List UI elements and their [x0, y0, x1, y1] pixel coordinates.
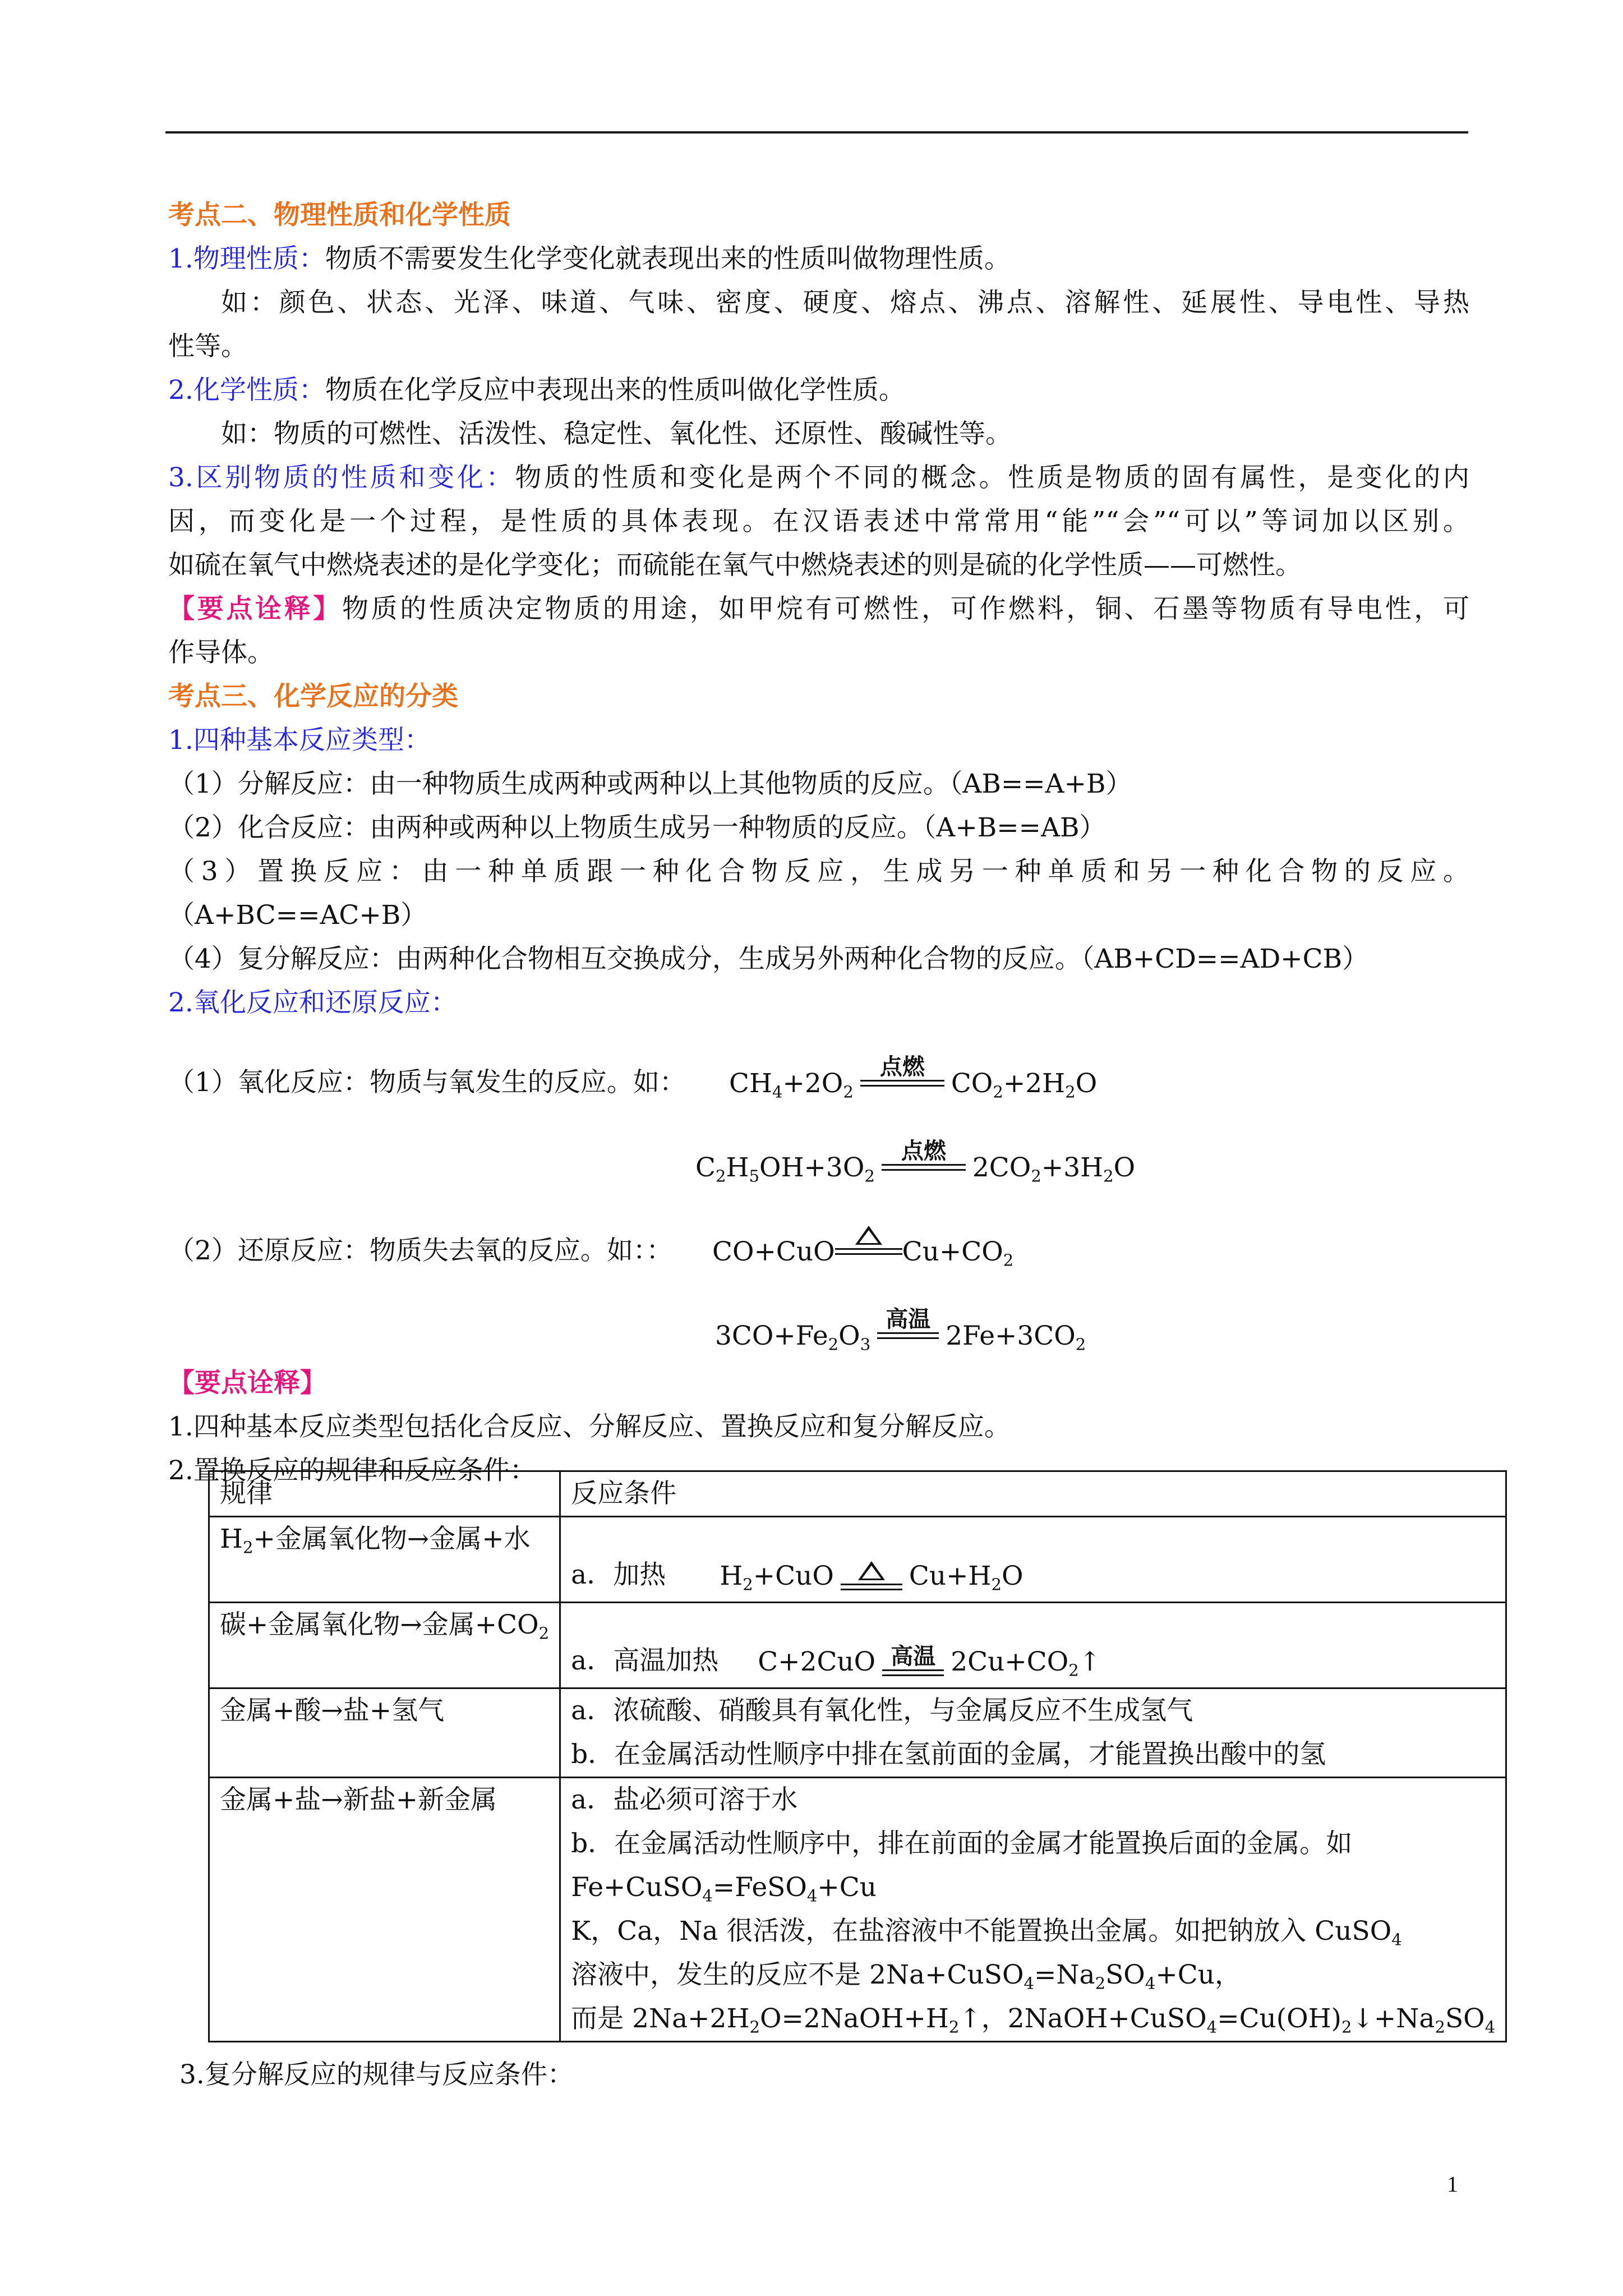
page-number: 1	[1447, 2171, 1458, 2197]
physical-property-line: 1.物理性质：物质不需要发生化学变化就表现出来的性质叫做物理性质。	[168, 243, 1011, 274]
table-row	[209, 1517, 1506, 1603]
distinguish-line-3: 如硫在氧气中燃烧表述的是化学变化；而硫能在氧气中燃烧表述的则是硫的化学性质——可燃性。	[168, 550, 1302, 581]
table-row	[209, 1688, 1506, 1778]
table-cell-rule: $H_2+$金属氧化物→金属+水	[209, 1517, 560, 1603]
chemical-equation: a．加热 $H_2+CuO$ $Cu+H_2O$	[571, 1517, 1495, 1602]
key-note-line: 【要点诠释】物质的性质决定物质的用途，如甲烷有可燃性，可作燃料，铜、石墨等物质有导电性，可	[168, 593, 1470, 624]
section2-heading: 考点二、物理性质和化学性质	[168, 200, 511, 231]
oxidation-lead: （1）氧化反应：物质与氧发生的反应。如：	[168, 1067, 686, 1098]
table-header-rule: 规律	[209, 1471, 560, 1517]
table-row	[209, 1603, 1506, 1688]
reaction-arrow	[882, 1644, 944, 1687]
key-note-item: 1.四种基本反应类型包括化合反应、分解反应、置换反应和复分解反应。	[168, 1411, 1011, 1442]
reaction-condition: 高温	[886, 1306, 931, 1332]
reaction-arrow	[841, 1561, 902, 1602]
table-cell-rule: 金属+酸→盐+氢气	[209, 1688, 560, 1778]
redox-label: 2.氧化反应和还原反应：	[168, 987, 457, 1018]
double-line-icon	[841, 1584, 902, 1590]
table-cell-condition: a．浓硫酸、硝酸具有氧化性，与金属反应不生成氢气 b．在金属活动性顺序中排在氢前面的金属，才能置换出酸中的氢	[560, 1688, 1506, 1778]
double-line-icon	[882, 1669, 944, 1676]
chemical-equation: $3CO+Fe_2O_3$ 高温 $2Fe+3CO_2$	[715, 1306, 1086, 1354]
chemical-property-example: 如：物质的可燃性、活泼性、稳定性、氧化性、还原性、酸碱性等。	[221, 418, 1012, 449]
chemical-equation: a．高温加热 C+2CuO 高温 $2Cu+CO_2↑$	[571, 1603, 1495, 1687]
reaction-type-item: （1）分解反应：由一种物质生成两种或两种以上其他物质的反应。（AB==A+B）	[168, 769, 1132, 799]
table-row	[209, 1778, 1506, 2042]
reaction-condition: 高温	[891, 1644, 936, 1669]
distinguish-label: 3.区别物质的性质和变化：	[168, 462, 515, 493]
key-note-label: 【要点诠释】	[168, 593, 342, 624]
reaction-arrow	[860, 1054, 944, 1099]
chemical-equation: $C_2H_5OH+3O_2$ 点燃 $2CO_2+3H_2O$	[695, 1138, 1136, 1186]
reaction-type-item: （3）置换反应：由一种单质跟一种化合物反应，生成另一种单质和另一种化合物的反应。	[168, 856, 1469, 887]
reaction-type-item: （4）复分解反应：由两种化合物相互交换成分，生成另外两种化合物的反应。（AB+CD==AD+CB）	[168, 944, 1369, 974]
reduction-equation-1	[168, 1193, 1469, 1277]
table-cell-rule: 金属+盐→新盐+新金属	[209, 1778, 560, 2042]
displacement-rules-table	[208, 1470, 1507, 2042]
chemical-equation: $CH_4+2O_2$ 点燃 $CO_2+2H_2O$	[729, 1054, 1098, 1102]
double-line-icon	[835, 1248, 902, 1255]
table-header-condition: 反应条件	[560, 1471, 1506, 1517]
physical-property-example: 如：颜色、状态、光泽、味道、气味、密度、硬度、熔点、沸点、溶解性、延展性、导电性、导热	[221, 287, 1469, 318]
key-note-item: 2.置换反应的规律和反应条件：	[168, 1455, 536, 1486]
physical-property-label: 1.物理性质：	[168, 243, 325, 274]
chemical-property-label: 2.化学性质：	[168, 375, 325, 406]
table-cell-condition	[560, 1517, 1506, 1603]
reaction-type-item: （2）化合反应：由两种或两种以上物质生成另一种物质的反应。（A+B==AB）	[168, 812, 1106, 843]
key-note-label-2: 【要点诠释】	[168, 1368, 326, 1398]
chemical-equation: CO+CuO $Cu+CO_2$	[712, 1226, 1013, 1267]
double-line-icon	[860, 1080, 944, 1087]
distinguish-line-2: 因，而变化是一个过程，是性质的具体表现。在汉语表述中常常用“能”“会”“可以”等词加以区别。	[168, 506, 1469, 537]
header-rule	[165, 131, 1468, 134]
heat-triangle-icon	[858, 1561, 885, 1580]
section3-heading: 考点三、化学反应的分类	[168, 681, 458, 712]
table-cell-condition	[560, 1603, 1506, 1688]
chemical-equation: Fe+CuSO$_4$=FeSO$_4$+Cu	[571, 1872, 877, 1906]
reaction-arrow	[877, 1306, 939, 1351]
reaction-types-label: 1.四种基本反应类型：	[168, 725, 431, 756]
heat-triangle-icon	[855, 1226, 882, 1245]
document-body	[168, 194, 1469, 1493]
double-decomposition-label: 3.复分解反应的规律与反应条件：	[179, 2059, 574, 2090]
table-header-row	[209, 1471, 1506, 1517]
reaction-condition: 点燃	[901, 1138, 946, 1164]
reduction-equation-2	[168, 1277, 1469, 1361]
reaction-arrow	[835, 1226, 902, 1267]
chemical-property-line: 2.化学性质：物质在化学反应中表现出来的性质叫做化学性质。	[168, 375, 905, 406]
oxidation-equation-1	[168, 1025, 1469, 1109]
table-cell-condition: a．盐必须可溶于水 b．在金属活动性顺序中，排在前面的金属才能置换后面的金属。如 Fe+CuSO$_4$=FeSO$_4$+Cu K，Ca，Na 很活泼，在盐溶液中不能置换出金属。如把钠放入 CuSO$_4$ 溶液中，发生的反应不是 $2Na+CuSO_4=Na_2SO_4+Cu$， 而是 $2Na+2H_2O=2NaOH+H_2↑$，$2NaOH+CuSO_4=Cu(OH)_2↓+Na_2SO_4$	[560, 1778, 1506, 2042]
key-note-line-2: 作导体。	[168, 637, 274, 668]
table-cell-rule: 碳+金属氧化物→金属$+CO_2$	[209, 1603, 560, 1688]
distinguish-line: 3.区别物质的性质和变化：物质的性质和变化是两个不同的概念。性质是物质的固有属性，是变化的内	[168, 462, 1470, 493]
reaction-arrow	[882, 1138, 966, 1183]
reaction-type-item: （A+BC==AC+B）	[168, 900, 427, 931]
oxidation-equation-2	[168, 1109, 1469, 1193]
physical-property-example-end: 性等。	[168, 331, 247, 362]
reduction-lead: （2）还原反应：物质失去氧的反应。如：：	[168, 1235, 673, 1266]
double-line-icon	[877, 1332, 939, 1339]
double-line-icon	[882, 1164, 966, 1171]
reaction-condition: 点燃	[879, 1054, 925, 1080]
